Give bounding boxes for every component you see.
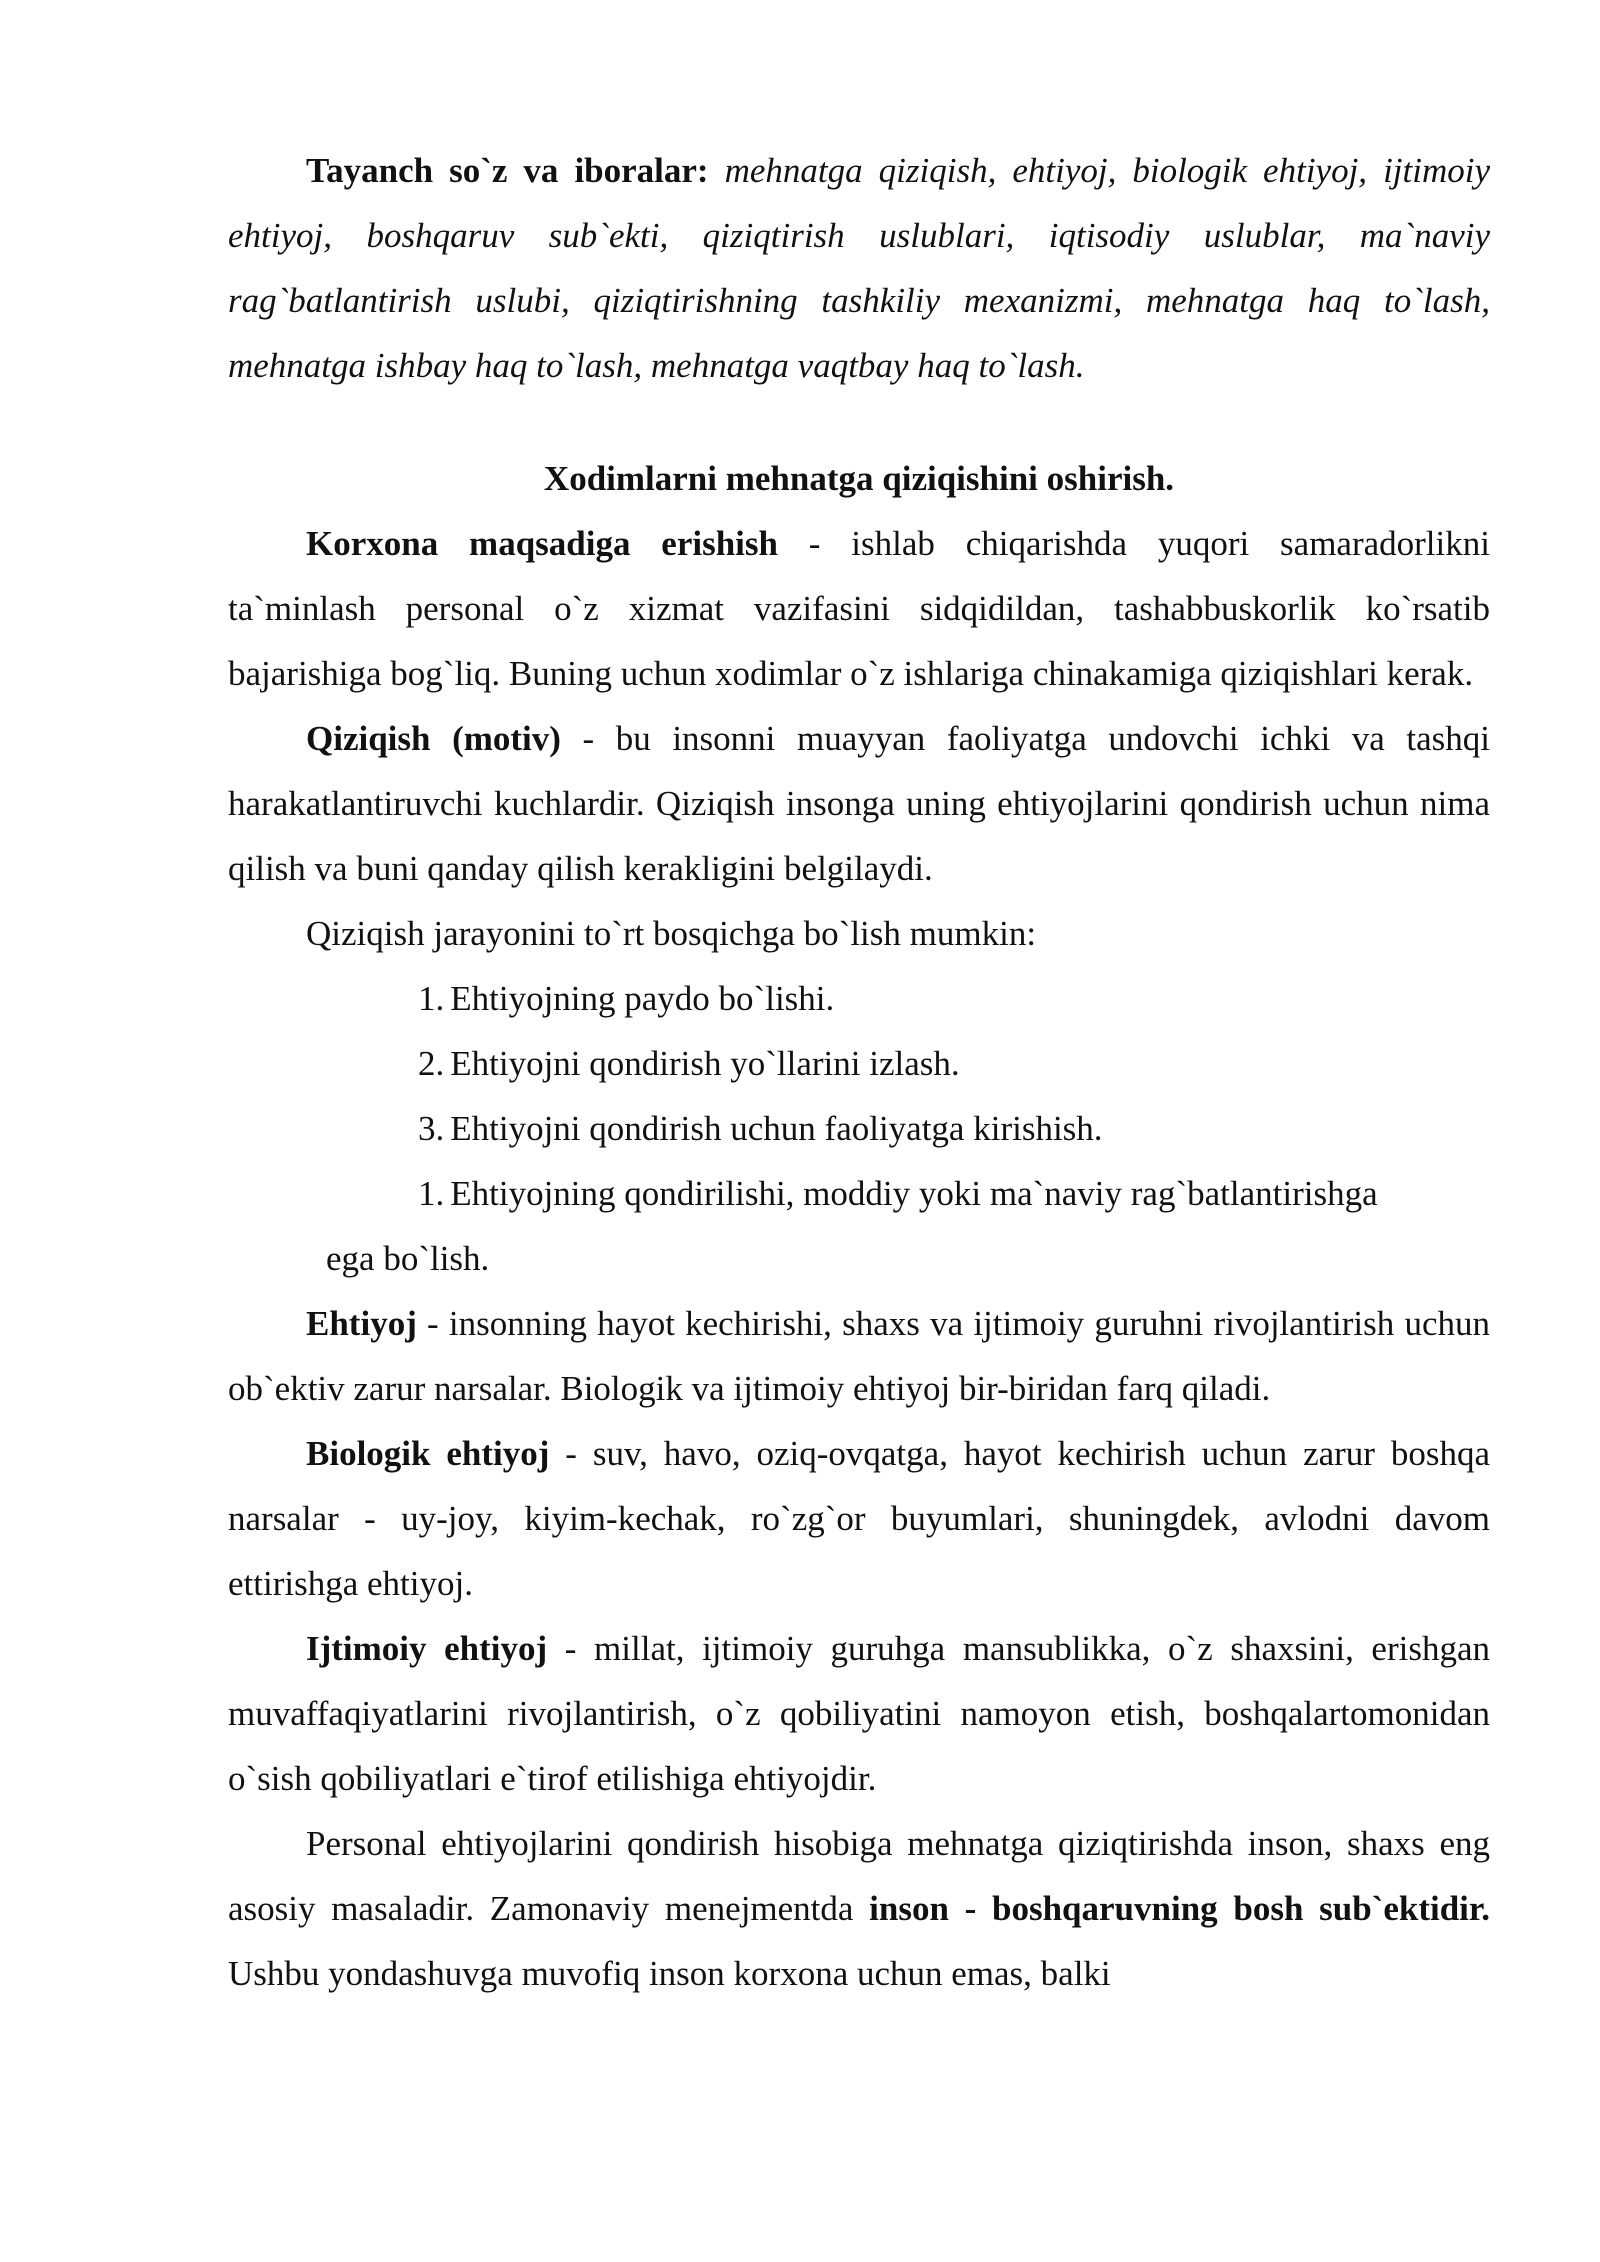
list-item-number: 3. bbox=[418, 1109, 445, 1148]
term-ijtimoiy: Ijtimoiy ehtiyoj bbox=[306, 1629, 548, 1668]
term-qiziqish: Qiziqish (motiv) bbox=[306, 719, 561, 758]
paragraph-stages-intro: Qiziqish jarayonini to`rt bosqichga bo`lish mumkin: bbox=[306, 914, 1037, 953]
paragraph-korxona bbox=[228, 511, 1490, 706]
list-item-number: 1. bbox=[418, 979, 445, 1018]
section-heading: Xodimlarni mehnatga qiziqishini oshirish. bbox=[543, 459, 1175, 498]
document-page bbox=[228, 138, 1490, 2006]
list-item bbox=[228, 966, 1490, 1031]
keywords-paragraph bbox=[228, 138, 1490, 398]
list-item bbox=[228, 1161, 1490, 1291]
paragraph-ijtimoiy bbox=[228, 1616, 1490, 1811]
list-item-continuation: ega bo`lish. bbox=[326, 1239, 490, 1278]
paragraph-ehtiyoj bbox=[228, 1291, 1490, 1421]
list-item-text: Ehtiyojni qondirish yo`llarini izlash. bbox=[450, 1044, 960, 1083]
text-korxona: - ishlab chiqarishda yuqori samaradorlikni ta`minlash personal o`z xizmat vazifasini sidqidildan, tashabbuskorlik ko`rsatib bajarishiga bog`liq. Buning uchun xodimlar o`z ishlariga chinakamiga qiziqishlari kerak. bbox=[228, 524, 1490, 693]
list-item-number: 2. bbox=[418, 1044, 445, 1083]
list-item-text: Ehtiyojni qondirish uchun faoliyatga kirishish. bbox=[450, 1109, 1103, 1148]
list-item bbox=[228, 1031, 1490, 1096]
list-item-text: Ehtiyojning qondirilishi, moddiy yoki ma`naviy rag`batlantirishga bbox=[450, 1174, 1378, 1213]
term-biologik: Biologik ehtiyoj bbox=[306, 1434, 550, 1473]
paragraph-personal bbox=[228, 1811, 1490, 2006]
paragraph-qiziqish bbox=[228, 706, 1490, 901]
term-korxona: Korxona maqsadiga erishish bbox=[306, 524, 778, 563]
text-qiziqish: - bu insonni muayyan faoliyatga undovchi ichki va tashqi harakatlantiruvchi kuchlardir. Qiziqish insonga uning ehtiyojlarini qondirish uchun nima qilish va buni qanday qilish kerakligini belgilaydi. bbox=[228, 719, 1490, 888]
paragraph-biologik bbox=[228, 1421, 1490, 1616]
text-personal-2: Ushbu yondashuvga muvofiq inson korxona uchun emas, balki bbox=[228, 1954, 1111, 1993]
text-ehtiyoj: - insonning hayot kechirishi, shaxs va ijtimoiy guruhni rivojlantirish uchun ob`ektiv zarur narsalar. Biologik va ijtimoiy ehtiyoj bir-biridan farq qiladi. bbox=[228, 1304, 1490, 1408]
term-ehtiyoj: Ehtiyoj bbox=[306, 1304, 417, 1343]
term-inson: inson - boshqaruvning bosh sub`ektidir. bbox=[869, 1889, 1490, 1928]
text-ijtimoiy: - millat, ijtimoiy guruhga mansublikka, o`z shaxsini, erishgan muvaffaqiyatlarini rivojlantirish, o`z qobiliyatini namoyon etish, boshqalartomonidan o`sish qobiliyatlari e`tirof etilishiga ehtiyojdir. bbox=[228, 1629, 1490, 1798]
list-item-text: Ehtiyojning paydo bo`lishi. bbox=[450, 979, 835, 1018]
keywords-text: mehnatga qiziqish, ehtiyoj, biologik ehtiyoj, ijtimoiy ehtiyoj, boshqaruv sub`ekti, qiziqtirish uslublari, iqtisodiy uslublar, ma`naviy rag`batlantirish uslubi, qiziqtirishning tashkiliy mexanizmi, mehnatga haq to`lash, mehnatga ishbay haq to`lash, mehnatga vaqtbay haq to`lash. bbox=[228, 151, 1490, 385]
list-item bbox=[228, 1096, 1490, 1161]
stages-list bbox=[228, 966, 1490, 1291]
text-personal-1: Personal ehtiyojlarini qondirish hisobiga mehnatga qiziqtirishda inson, shaxs eng asosiy masaladir. Zamonaviy menejmentda bbox=[228, 1824, 1490, 1928]
text-biologik: - suv, havo, oziq-ovqatga, hayot kechirish uchun zarur boshqa narsalar - uy-joy, kiyim-kechak, ro`zg`or buyumlari, shuningdek, avlodni davom ettirishga ehtiyoj. bbox=[228, 1434, 1490, 1603]
keywords-label: Tayanch so`z va iboralar: bbox=[306, 151, 709, 190]
list-item-number: 1. bbox=[418, 1174, 445, 1213]
